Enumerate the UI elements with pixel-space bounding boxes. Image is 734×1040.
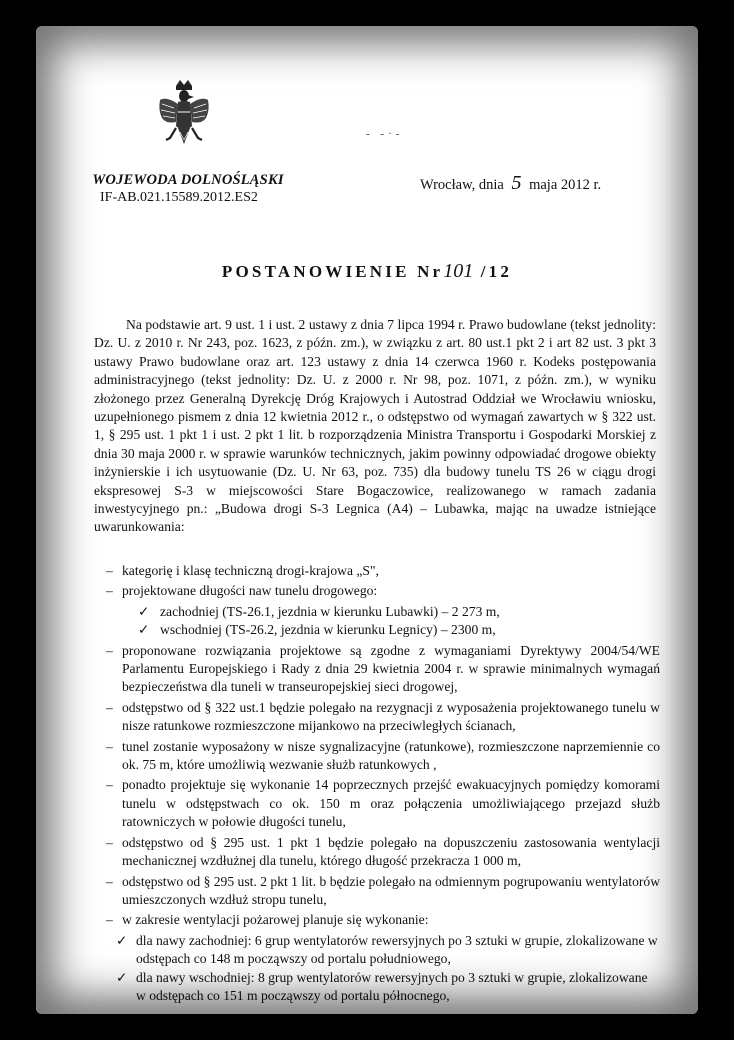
dash-bullet: – xyxy=(106,563,113,578)
list-item-text: ponadto projektuje się wykonanie 14 poprzecznych przejść ewakuacyjnych pomiędzy komorami tunelu w odstępstwach co ok. 150 m oraz połączenia umożliwiającego przejazd służb ratowniczych w połowie długości tunelu, xyxy=(122,777,660,830)
list-item xyxy=(94,834,660,871)
list-item xyxy=(94,873,660,910)
dash-bullet: – xyxy=(106,642,113,658)
list-item-text: proponowane rozwiązania projektowe są zgodne z wymaganiami Dyrektywy 2004/54/WE Parlamentu Europejskiego i Rady z dnia 29 kwietnia 2004 r. w sprawie minimalnych wymagań bezpieczeństwa dla tuneli w transeuropejskiej sieci drogowej, xyxy=(122,642,660,695)
month-year: maja 2012 r. xyxy=(529,177,602,193)
list-item xyxy=(94,911,660,929)
sub-item-text: dla nawy zachodniej: 6 grup wentylatorów rewersyjnych po 3 sztuki w grupie, zlokalizowane w odstępach co 148 m począwszy od portalu południowego, xyxy=(136,932,658,967)
dash-bullet: – xyxy=(106,834,113,850)
dash-bullet: – xyxy=(106,583,113,599)
title-prefix: POSTANOWIENIE Nr xyxy=(221,262,444,281)
list-item xyxy=(94,562,660,580)
checkmark-icon: ✓ xyxy=(116,969,128,985)
document-title xyxy=(36,260,698,283)
list-item-text: odstępstwo od § 295 ust. 2 pkt 1 lit. b będzie polegało na odmiennym pogrupowaniu wentylatorów umieszczonych wzdłuż stropu tunelu, xyxy=(122,873,661,907)
list-item-text: w zakresie wentylacji pożarowej planuje się wykonanie: xyxy=(122,912,429,928)
list-item-text: tunel zostanie wyposażony w nisze sygnalizacyjne (ratunkowe), rozmieszczone naprzemiennie co ok. 75 m, które umożliwią wezwanie służb ratunkowych , xyxy=(122,738,660,773)
list-item-text: kategorię i klasę techniczną drogi-krajowa „S", xyxy=(122,563,379,578)
dash-bullet: – xyxy=(106,699,113,715)
handwritten-day: 5 xyxy=(511,172,522,194)
intro-paragraph: Na podstawie art. 9 ust. 1 i ust. 2 ustawy z dnia 7 lipca 1994 r. Prawo budowlane (tekst jednolity: Dz. U. z 2010 r. Nr 243, poz. 1623, z późn. zm.), w związku z art. 80 ust.1 pkt 2 i art 82 ust. 3 pkt 3 ustawy Prawo budowlane oraz art. 123 ustawy z dnia 14 czerwca 1960 r. Kodeks postępowania administracyjnego (tekst jednolity: Dz. U. z 2000 r. Nr 98, poz. 1071, z późn. zm.), w wyniku złożonego przez Generalną Dyrekcję Dróg Krajowych i Autostrad Oddział we Wrocławiu wniosku, uzupełnionego pismem z dnia 12 kwietnia 2012 r., o odstępstwo od wymagań zawartych w § 322 ust. 1, § 295 ust. 1 pkt 1 i ust. 2 pkt 1 lit. b rozporządzenia Ministra Transportu i Gospodarki Morskiej z dnia 30 maja 2000 r. w sprawie warunków technicznych, jakim powinny odpowiadać drogowe obiekty inżynierskie i ich usytuowanie (Dz. U. Nr 63, poz. 735) dla budowy tunelu TS 26 w ciągu drogi ekspresowej S-3 w miejscowości Stare Bogaczowice, realizowanego w ramach zadania inwestycyjnego pn.: „Budowa drogi S-3 Legnica (A4) – Lubawka, mając na uwadze istniejące uwarunkowania: xyxy=(94,317,656,535)
checkmark-icon: ✓ xyxy=(138,622,150,638)
sub-item-text: zachodniej (TS-26.1, jezdnia w kierunku Lubawki) – 2 273 m, xyxy=(160,603,500,619)
reference-number: IF-AB.021.15589.2012.ES2 xyxy=(100,190,258,205)
title-suffix: /12 xyxy=(480,262,513,281)
list-item xyxy=(94,738,660,775)
polish-eagle-emblem-icon xyxy=(156,78,212,156)
checkmark-icon: ✓ xyxy=(116,932,128,948)
city-label: Wrocław, dnia xyxy=(420,177,504,193)
document-page xyxy=(36,26,698,1014)
dash-bullet: – xyxy=(106,777,113,793)
list-item xyxy=(94,582,660,600)
dash-bullet: – xyxy=(106,738,113,754)
place-and-date xyxy=(420,172,601,195)
scan-artifact: - -·- xyxy=(366,128,404,140)
list-item xyxy=(94,776,660,831)
handwritten-number: 101 xyxy=(443,260,474,282)
sub-item xyxy=(94,932,660,969)
checkmark-icon: ✓ xyxy=(138,603,150,619)
conditions-list xyxy=(94,562,660,1005)
list-item-text: odstępstwo od § 322 ust.1 będzie polegało na rezygnacji z wyposażenia projektowanego tunelu w nisze ratunkowe rozmieszczone mijankowo na przeciwległych ścianach, xyxy=(122,699,660,734)
sub-item xyxy=(94,621,660,639)
issuing-office: WOJEWODA DOLNOŚLĄSKI xyxy=(92,172,284,188)
sub-item xyxy=(94,603,660,621)
dash-bullet: – xyxy=(106,873,113,889)
list-item xyxy=(94,642,660,697)
dash-bullet: – xyxy=(106,912,113,928)
list-item xyxy=(94,699,660,736)
sub-item-text: wschodniej (TS-26.2, jezdnia w kierunku Legnicy) – 2300 m, xyxy=(160,622,496,638)
sub-item-text: dla nawy wschodniej: 8 grup wentylatorów rewersyjnych po 3 sztuki w grupie, zlokalizowane w odstępach co 151 m począwszy od portalu północnego, xyxy=(136,969,648,1003)
list-item-text: odstępstwo od § 295 ust. 1 pkt 1 będzie polegało na dopuszczeniu zastosowania wentylacji mechanicznej wzdłużnej dla tunelu, którego długość przekracza 1 000 m, xyxy=(122,834,660,869)
list-item-text: projektowane długości naw tunelu drogowego: xyxy=(122,583,378,599)
sub-item xyxy=(94,969,660,1006)
